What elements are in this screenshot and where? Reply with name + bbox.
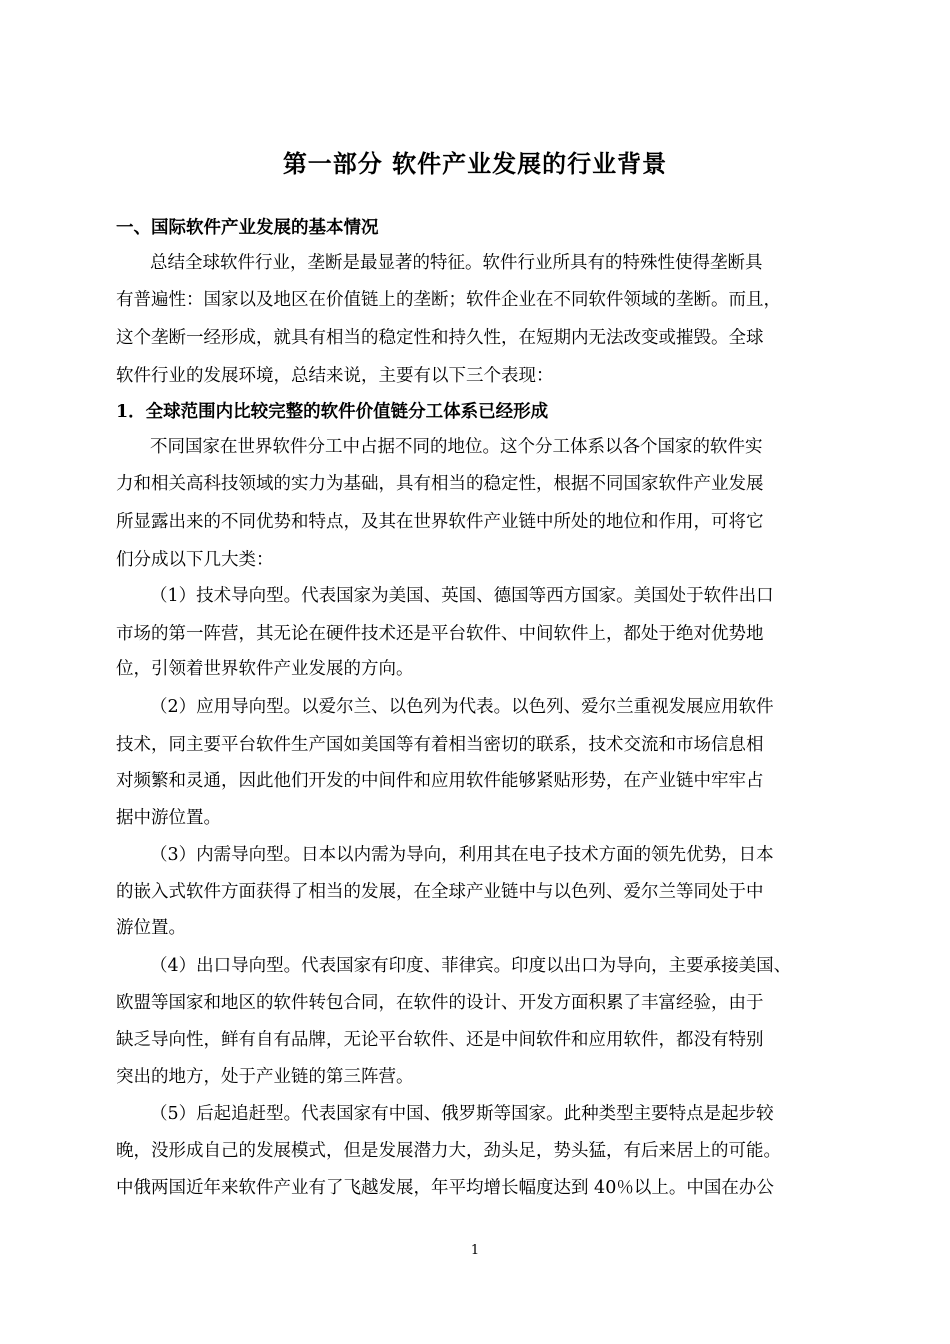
paragraph-line: 据中游位置。 xyxy=(116,808,221,828)
paragraph-line: 对频繁和灵通，因此他们开发的中间件和应用软件能够紧贴形势，在产业链中牢牢占 xyxy=(116,771,764,791)
subsection-heading: 1．全球范围内比较完整的软件价值链分工体系已经形成 xyxy=(116,402,549,422)
paragraph-line: 欧盟等国家和地区的软件转包合同，在软件的设计、开发方面积累了丰富经验，由于 xyxy=(116,993,764,1013)
paragraph-line: （2）应用导向型。以爱尔兰、以色列为代表。以色列、爱尔兰重视发展应用软件 xyxy=(150,697,774,717)
paragraph-line: 技术，同主要平台软件生产国如美国等有着相当密切的联系，技术交流和市场信息相 xyxy=(116,735,764,755)
paragraph-line: 游位置。 xyxy=(116,918,186,938)
paragraph-line: （3）内需导向型。日本以内需为导向，利用其在电子技术方面的领先优势，日本 xyxy=(150,845,774,865)
page-number: 1 xyxy=(470,1243,480,1258)
paragraph-line: 们分成以下几大类： xyxy=(116,550,274,570)
paragraph-line: 总结全球软件行业，垄断是最显著的特征。软件行业所具有的特殊性使得垄断具 xyxy=(150,253,763,273)
page-title: 第一部分 软件产业发展的行业背景 xyxy=(282,149,668,178)
paragraph-line: 缺乏导向性，鲜有自有品牌，无论平台软件、还是中间软件和应用软件，都没有特别 xyxy=(116,1030,764,1050)
paragraph-line: 位，引领着世界软件产业发展的方向。 xyxy=(116,659,414,679)
paragraph-line: 的嵌入式软件方面获得了相当的发展，在全球产业链中与以色列、爱尔兰等同处于中 xyxy=(116,882,764,902)
paragraph-line: 不同国家在世界软件分工中占据不同的地位。这个分工体系以各个国家的软件实 xyxy=(150,437,763,457)
paragraph-line: （1）技术导向型。代表国家为美国、英国、德国等西方国家。美国处于软件出口 xyxy=(150,586,774,606)
paragraph-line: 市场的第一阵营，其无论在硬件技术还是平台软件、中间软件上，都处于绝对优势地 xyxy=(116,624,764,644)
paragraph-line: 这个垄断一经形成，就具有相当的稳定性和持久性，在短期内无法改变或摧毁。全球 xyxy=(116,328,764,348)
paragraph-line: 有普遍性：国家以及地区在价值链上的垄断；软件企业在不同软件领域的垄断。而且， xyxy=(116,290,781,310)
paragraph-line: 晚，没形成自己的发展模式，但是发展潜力大，劲头足，势头猛，有后来居上的可能。 xyxy=(116,1141,781,1161)
paragraph-line: 所显露出来的不同优势和特点，及其在世界软件产业链中所处的地位和作用，可将它 xyxy=(116,512,764,532)
paragraph-line: 中俄两国近年来软件产业有了飞越发展，年平均增长幅度达到 40％以上。中国在办公 xyxy=(116,1178,774,1198)
paragraph-line: 力和相关高科技领域的实力为基础，具有相当的稳定性，根据不同国家软件产业发展 xyxy=(116,474,764,494)
paragraph-line: 软件行业的发展环境，总结来说，主要有以下三个表现： xyxy=(116,366,554,386)
paragraph-line: 突出的地方，处于产业链的第三阵营。 xyxy=(116,1067,414,1087)
paragraph-line: （5）后起追赶型。代表国家有中国、俄罗斯等国家。此种类型主要特点是起步较 xyxy=(150,1104,774,1124)
section-heading: 一、国际软件产业发展的基本情况 xyxy=(116,218,379,238)
paragraph-line: （4）出口导向型。代表国家有印度、菲律宾。印度以出口为导向，主要承接美国、 xyxy=(150,956,792,976)
